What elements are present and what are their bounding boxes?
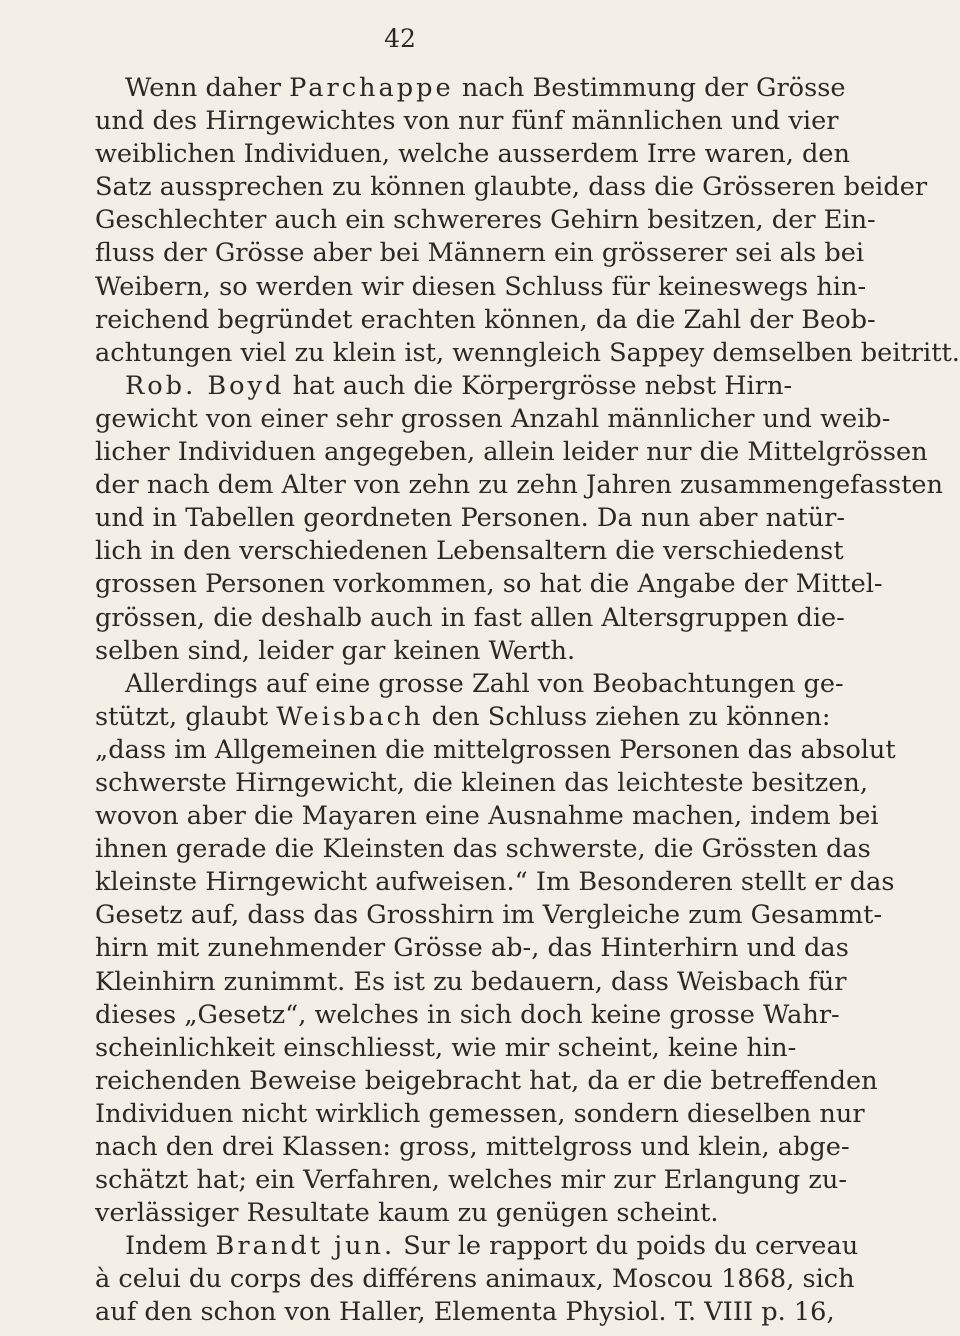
author-name: Parchappe: [289, 73, 454, 103]
text-line: Kleinhirn zunimmt. Es ist zu bedauern, dass Weisbach für: [95, 966, 847, 997]
text-line: dieses „Gesetz“, welches in sich doch keine grosse Wahr-: [95, 999, 840, 1030]
text-line: Satz aussprechen zu können glaubte, dass die Grösseren beider: [95, 172, 928, 203]
text-line: Rob. Boyd hat auch die Körpergrösse nebst Hirn-: [125, 370, 793, 401]
text-line: „dass im Allgemeinen die mittelgrossen Personen das absolut: [95, 734, 896, 765]
text-line: Allerdings auf eine grosse Zahl von Beobachtungen ge-: [125, 668, 844, 699]
author-name: Brandt jun.: [215, 1231, 396, 1262]
text-line: achtungen viel zu klein ist, wenngleich Sappey demselben beitritt.: [95, 337, 960, 368]
text-line: grossen Personen vorkommen, so hat die Angabe der Mittel-: [95, 569, 883, 600]
text-line: Indem Brandt jun. Sur le rapport du poids du cerveau: [125, 1231, 859, 1262]
text-line: grössen, die deshalb auch in fast allen Altersgruppen die-: [95, 602, 845, 633]
text-line: stützt, glaubt Weisbach den Schluss ziehen zu können:: [95, 701, 831, 732]
text-line: schwerste Hirngewicht, die kleinen das leichteste besitzen,: [95, 767, 869, 798]
author-name: Rob. Boyd: [125, 370, 285, 401]
text-line: licher Individuen angegeben, allein leider nur die Mittelgrössen: [95, 437, 928, 468]
text-line: reichenden Beweise beigebracht hat, da er die betreffenden: [95, 1065, 878, 1096]
paragraph: [95, 1230, 859, 1329]
text-line: und des Hirngewichtes von nur fünf männlichen und vier: [95, 106, 839, 137]
text-line: weiblichen Individuen, welche ausserdem Irre waren, den: [95, 139, 850, 170]
text-line: Gesetz auf, dass das Grosshirn im Vergleiche zum Gesammt-: [95, 900, 883, 931]
text-line: schätzt hat; ein Verfahren, welches mir zur Erlangung zu-: [95, 1165, 847, 1196]
text-line: ihnen gerade die Kleinsten das schwerste, die Grössten das: [95, 834, 871, 865]
text-line: Geschlechter auch ein schwereres Gehirn besitzen, der Ein-: [95, 205, 876, 236]
text-line: selben sind, leider gar keinen Werth.: [95, 635, 576, 666]
text-line: reichend begründet erachten können, da die Zahl der Beob-: [95, 304, 876, 335]
text-line: lich in den verschiedenen Lebensaltern die verschiedenst: [95, 536, 844, 567]
paragraph: [95, 668, 896, 1231]
page-number: 42: [384, 24, 416, 53]
text-line: der nach dem Alter von zehn zu zehn Jahren zusammengefassten: [95, 470, 944, 501]
text-line: Weibern, so werden wir diesen Schluss für keineswegs hin-: [95, 271, 867, 302]
text-line: wovon aber die Mayaren eine Ausnahme machen, indem bei: [95, 801, 879, 832]
body-text: [95, 72, 960, 1330]
text-line: verlässiger Resultate kaum zu genügen scheint.: [95, 1198, 719, 1229]
text-line: Wenn daher Parchappe nach Bestimmung der Grösse: [125, 73, 846, 103]
text-line: fluss der Grösse aber bei Männern ein grösserer sei als bei: [95, 238, 865, 269]
text-line: scheinlichkeit einschliesst, wie mir scheint, keine hin-: [95, 1032, 797, 1063]
text-line: gewicht von einer sehr grossen Anzahl männlicher und weib-: [95, 403, 891, 434]
text-line: und in Tabellen geordneten Personen. Da nun aber natür-: [95, 503, 845, 534]
text-line: nach den drei Klassen: gross, mittelgross und klein, abge-: [95, 1132, 850, 1162]
paragraph: [95, 370, 944, 668]
text-line: à celui du corps des différens animaux, Moscou 1868, sich: [95, 1264, 855, 1295]
paragraph: [95, 72, 960, 370]
text-line: kleinste Hirngewicht aufweisen.“ Im Besonderen stellt er das: [95, 867, 895, 898]
author-name: Weisbach: [276, 701, 424, 732]
text-line: hirn mit zunehmender Grösse ab-, das Hinterhirn und das: [95, 933, 849, 964]
text-line: auf den schon von Haller, Elementa Physiol. T. VIII p. 16,: [95, 1297, 835, 1328]
text-line: Individuen nicht wirklich gemessen, sondern dieselben nur: [95, 1098, 865, 1129]
